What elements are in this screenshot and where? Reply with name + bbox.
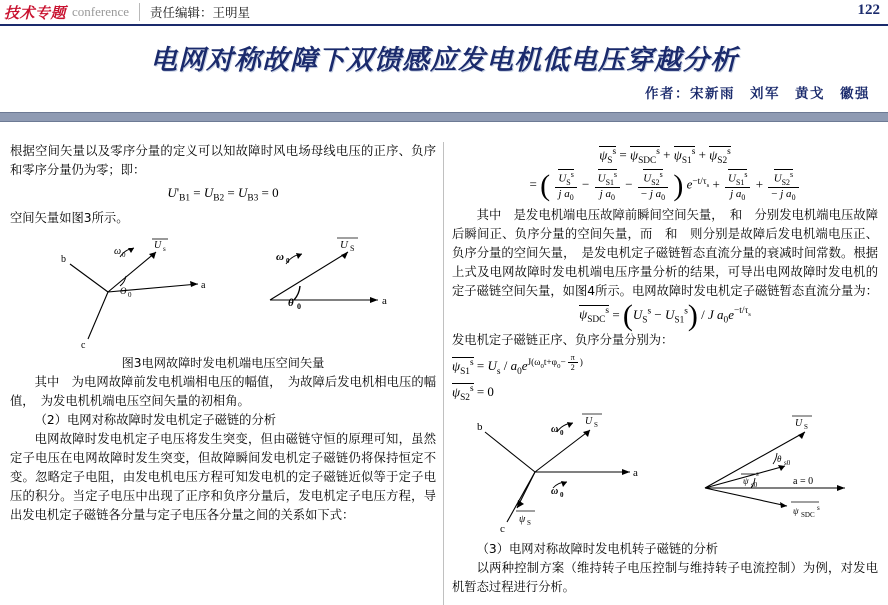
svg-text:b: b — [477, 420, 483, 433]
header-bar — [0, 0, 888, 26]
right-paragraph-2: 发电机定子磁链正序、负序分量分别为： — [452, 332, 674, 347]
figure-4 — [452, 410, 878, 540]
svg-text:0: 0 — [286, 257, 290, 266]
svg-text:θ: θ — [288, 297, 294, 310]
svg-text:S: S — [527, 518, 531, 527]
svg-text:0: 0 — [297, 302, 301, 312]
left-paragraph-2: 空间矢量如图3所示。 — [10, 211, 129, 226]
formula-psi-s1: $\psi_{S1}^s = U_s / a_0e^{J(\omega_0t+\varphi_0- \frac{\pi}{2} )}$ — [452, 352, 583, 377]
figure-3 — [10, 234, 436, 354]
svg-text:0: 0 — [122, 251, 126, 260]
left-paragraph-4: （2）电网对称故障时发电机定子磁链的分析 — [34, 413, 277, 428]
formula-psi-s: $\psi_S^s = \psi_{SDC}^s + \psi_{S1}^s + \psi_{S2}^s$ — [599, 146, 731, 166]
formula-psi-s2: $\psi_{S2}^s = 0$ — [452, 383, 494, 403]
column-divider — [443, 142, 444, 605]
svg-text:s: s — [163, 245, 166, 254]
brand-title-en: conference — [72, 4, 130, 19]
right-paragraph-1: 其中 是发电机端电压故障前瞬间空间矢量， 和 分别发电机端电压故障后瞬间正、负序分量的空间矢量，而 和 则分别是故障后发电机端电压正、负序分量的空间矢量， 是发电机定子磁链暂态直流分量的衰减时间常数。根据上式及电网故障时发电机端电压序量分析的结果，可导出电网故障时发电机的定子磁链空间矢量，如图4所示。电网故障时发电机定子磁链暂态直流分量为： — [452, 207, 878, 298]
svg-text:s: s — [817, 503, 820, 512]
formula-ub: $U'_{B1} = U_{B2} = U_{B3} = 0$ — [167, 185, 279, 204]
svg-text:SDC: SDC — [801, 510, 815, 519]
svg-text:U: U — [154, 240, 162, 252]
svg-text:b: b — [61, 254, 66, 266]
svg-text:a: a — [633, 466, 638, 479]
left-column — [10, 142, 436, 597]
left-paragraph-3: 其中 为电网故障前发电机端相电压的幅值， 为故障后发电机相电压的幅值， 为发电机机端电压空间矢量的初相角。 — [10, 375, 436, 409]
svg-text:ω: ω — [114, 246, 122, 258]
figure-3-caption: 图3电网故障时发电机端电压空间矢量 — [121, 356, 325, 371]
page-title: 电网对称故障下双馈感应发电机低电压穿越分析 — [150, 45, 738, 76]
svg-text:S: S — [350, 244, 355, 254]
svg-text:a = 0: a = 0 — [793, 475, 814, 487]
svg-text:0: 0 — [128, 291, 132, 300]
author-line: 作者：宋新雨 刘军 黄戈 徽强 — [645, 86, 870, 102]
formula-psi-s-expanded: = ( $\frac{U_S^s}{j a_0}$ − $\frac{U_{S1}^s}{j a_0}$ − $\frac{U_{S2}^s}{- j a_0}$ ) $e^{-t/\tau_s}$ + $\frac{U_{S1}^s}{j a_0}$ + $\frac{U_{S2}^s}{- j a_0}$ — [452, 169, 878, 202]
decorative-band — [0, 112, 888, 122]
svg-text:S: S — [804, 422, 808, 431]
svg-text:s: s — [756, 469, 759, 478]
svg-text:S: S — [594, 420, 598, 429]
right-column — [452, 142, 878, 597]
formula-psi-sdc: $\psi_{SDC}^s = (U_S^s - U_{S1}^s) / J$ $a_0e^{-t/\tau_s}$ — [579, 298, 751, 332]
left-paragraph-1: 根据空间矢量以及零序分量的定义可以知故障时风电场母线电压的正序、负序和零序分量仍为零；即： — [10, 144, 436, 178]
svg-text:ψ: ψ — [519, 513, 526, 525]
editor-credit: 责任编辑：王明星 — [150, 5, 251, 20]
svg-text:a: a — [201, 280, 206, 292]
header-divider — [139, 3, 140, 21]
svg-text:ψ: ψ — [793, 505, 799, 516]
figure-4-svg — [455, 410, 875, 540]
svg-text:0: 0 — [560, 428, 564, 437]
left-paragraph-5: 电网故障时发电机定子电压将发生突变，但由磁链守恒的原理可知，虽然定子电压在电网故障时发生突变，但故障瞬间发电机定子磁链仍将保持恒定不变。忽略定子电阻，由发电机电压方程可知发电机的定子磁链近似等于定子电压的积分。当定子电压中出现了正序和负序分量后，发电机定子电压方程，导出发电机定子磁链各分量与定子电压各分量之间的关系如下式： — [10, 432, 436, 523]
svg-text:U: U — [585, 415, 593, 427]
svg-text:s0: s0 — [751, 480, 758, 489]
svg-text:U: U — [340, 239, 348, 252]
svg-text:ω: ω — [551, 423, 559, 435]
svg-text:Θ: Θ — [120, 286, 127, 297]
brand-title-cn: 技术专题 — [4, 3, 67, 22]
svg-text:θ: θ — [777, 453, 782, 464]
title-block — [0, 26, 888, 112]
article-body — [0, 142, 888, 597]
svg-text:ω: ω — [276, 251, 284, 264]
svg-text:ψ: ψ — [743, 475, 749, 486]
right-paragraph-4: 以两种控制方案（维持转子电压控制与维持转子电流控制）为例，对发电机暂态过程进行分析。 — [452, 560, 878, 594]
right-paragraph-3: （3）电网对称故障时发电机转子磁链的分析 — [476, 541, 719, 556]
band-spacer — [0, 122, 888, 142]
svg-text:a: a — [382, 295, 387, 308]
svg-text:0: 0 — [560, 490, 564, 499]
page-number: 122 — [857, 2, 880, 18]
svg-text:s0: s0 — [784, 458, 791, 467]
svg-text:c: c — [81, 340, 86, 352]
svg-text:c: c — [500, 522, 505, 535]
svg-text:U: U — [795, 417, 803, 429]
svg-text:ω: ω — [551, 485, 559, 497]
figure-3-svg — [48, 234, 398, 354]
